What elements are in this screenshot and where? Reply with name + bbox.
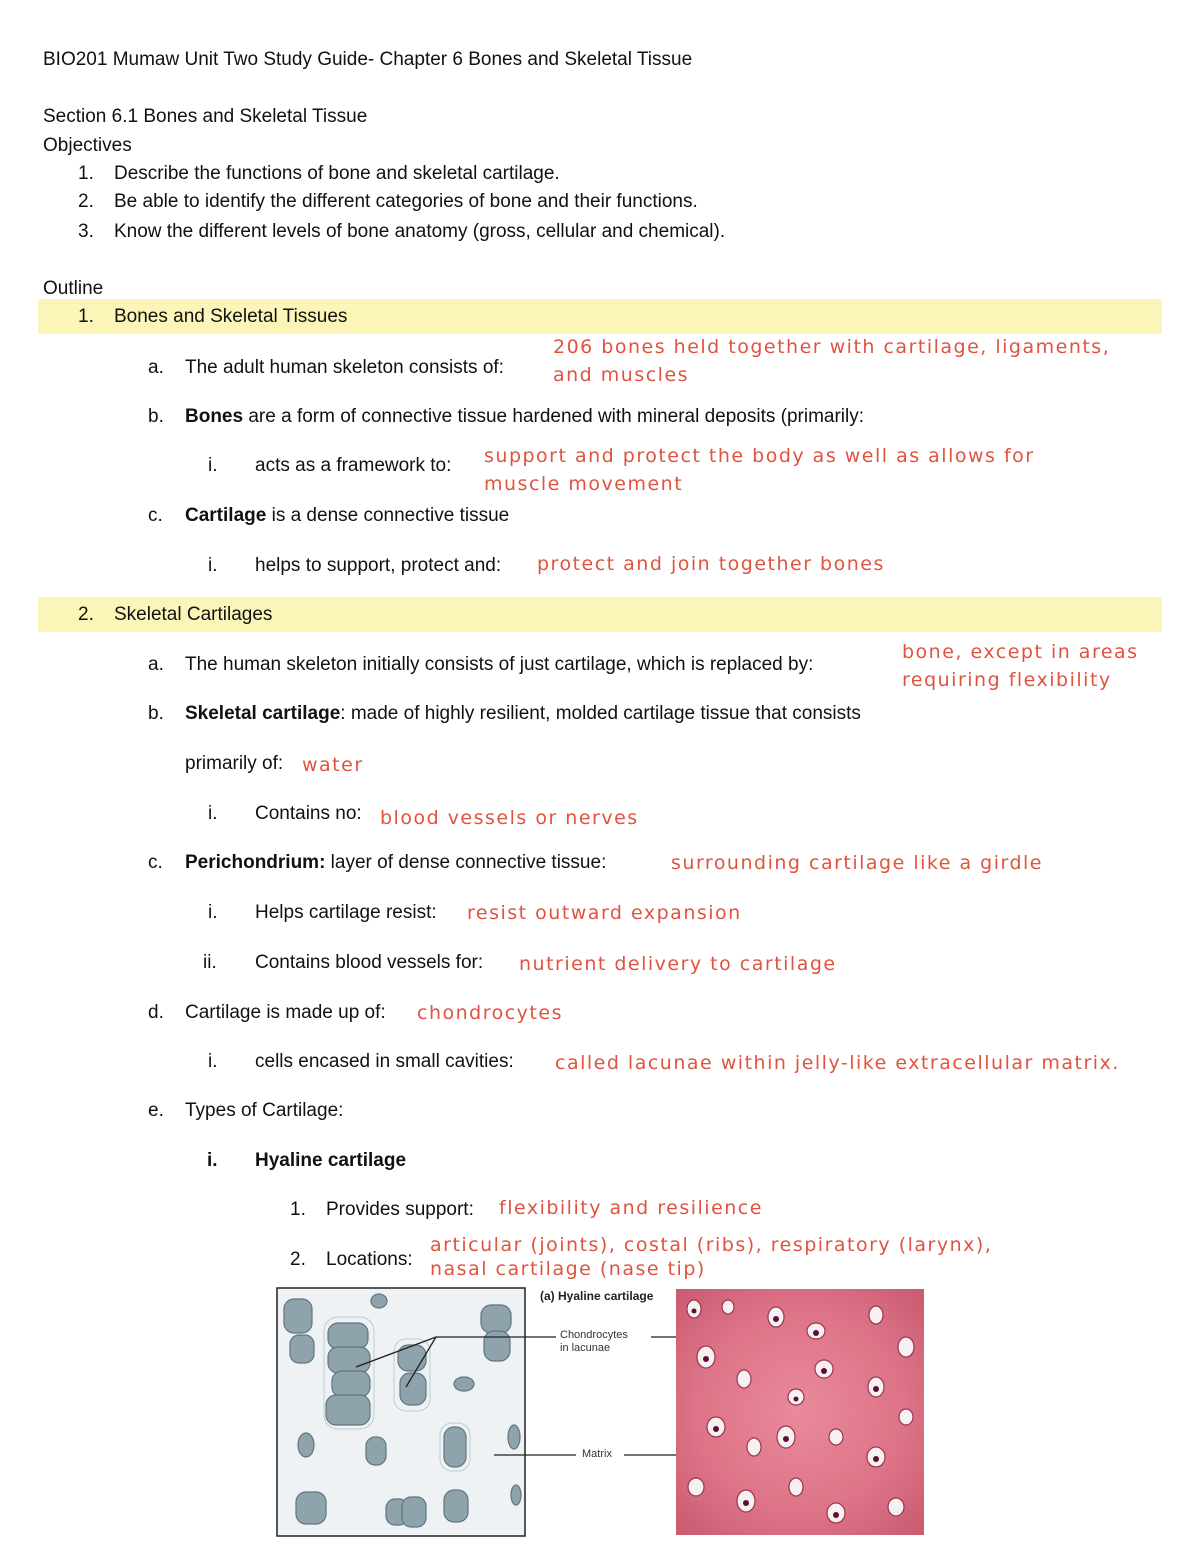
subitem-label: i. bbox=[208, 902, 218, 923]
subitem-text: Helps cartilage resist: bbox=[255, 902, 437, 923]
subitem-text: helps to support, protect and: bbox=[255, 555, 502, 576]
item-text-rest: is a dense connective tissue bbox=[266, 505, 510, 526]
answer-text: nutrient delivery to cartilage bbox=[519, 953, 837, 975]
answer-text: resist outward expansion bbox=[467, 902, 742, 924]
subitem-text: cells encased in small cavities: bbox=[255, 1051, 514, 1072]
answer-text: support and protect the body as well as allows for bbox=[484, 445, 1035, 467]
answer-text: requiring flexibility bbox=[902, 669, 1112, 691]
figure-label-matrix: Matrix bbox=[582, 1448, 612, 1460]
subitem-text: Contains blood vessels for: bbox=[255, 952, 484, 973]
answer-text: protect and join together bones bbox=[537, 553, 885, 575]
item-text: The adult human skeleton consists of: bbox=[185, 357, 504, 378]
objective-number: 3. bbox=[78, 221, 94, 242]
item-label: c. bbox=[148, 505, 163, 526]
outline-part-title: Bones and Skeletal Tissues bbox=[114, 306, 348, 327]
subsubitem-label: 1. bbox=[290, 1199, 306, 1220]
answer-text: 206 bones held together with cartilage, ligaments, bbox=[553, 336, 1111, 358]
hyaline-cartilage-illustration bbox=[276, 1287, 926, 1537]
item-text bbox=[185, 702, 861, 726]
figure-label-line: Chondrocytes bbox=[560, 1329, 628, 1341]
subsubitem-text: Locations: bbox=[326, 1249, 413, 1270]
objective-text: Know the different levels of bone anatomy (gross, cellular and chemical). bbox=[114, 221, 726, 242]
answer-text: nasal cartilage (nase tip) bbox=[430, 1258, 706, 1280]
outline-part-title: Skeletal Cartilages bbox=[114, 604, 273, 625]
objective-number: 1. bbox=[78, 163, 94, 184]
figure-label-line: in lacunae bbox=[560, 1342, 611, 1354]
item-label: b. bbox=[148, 703, 164, 724]
answer-text: surrounding cartilage like a girdle bbox=[671, 852, 1043, 874]
subitem-label: i. bbox=[208, 1051, 218, 1072]
answer-text: flexibility and resilience bbox=[499, 1197, 763, 1219]
bold-term: Bones bbox=[185, 406, 244, 427]
subitem-label: ii. bbox=[203, 952, 217, 973]
subsubitem-text: Provides support: bbox=[326, 1199, 474, 1220]
item-label: d. bbox=[148, 1002, 164, 1023]
answer-text: and muscles bbox=[553, 364, 690, 386]
item-text-continued: primarily of: bbox=[185, 753, 284, 774]
section-title: Section 6.1 Bones and Skeletal Tissue bbox=[43, 106, 368, 127]
answer-text: chondrocytes bbox=[417, 1002, 563, 1024]
item-text: Cartilage is made up of: bbox=[185, 1002, 386, 1023]
item-text-rest: layer of dense connective tissue: bbox=[325, 852, 607, 873]
item-text bbox=[185, 405, 864, 429]
bold-term: Skeletal cartilage bbox=[185, 703, 341, 724]
figure-title: (a) Hyaline cartilage bbox=[540, 1289, 654, 1303]
hyaline-cartilage-figure bbox=[276, 1287, 926, 1537]
objective-text: Be able to identify the different categories of bone and their functions. bbox=[114, 191, 698, 212]
outline-heading: Outline bbox=[43, 278, 104, 299]
item-label: a. bbox=[148, 357, 164, 378]
item-text-rest: are a form of connective tissue hardened with mineral deposits (primarily: bbox=[243, 406, 865, 427]
objectives-heading: Objectives bbox=[43, 135, 132, 156]
answer-text: muscle movement bbox=[484, 473, 684, 495]
answer-text: water bbox=[302, 754, 364, 776]
micrograph-panel bbox=[676, 1289, 924, 1535]
document-title: BIO201 Mumaw Unit Two Study Guide- Chapter 6 Bones and Skeletal Tissue bbox=[43, 49, 693, 70]
bold-term: Cartilage bbox=[185, 505, 267, 526]
item-text bbox=[185, 851, 606, 875]
objective-text: Describe the functions of bone and skeletal cartilage. bbox=[114, 163, 560, 184]
outline-number: 2. bbox=[78, 604, 94, 625]
subitem-title: Hyaline cartilage bbox=[255, 1150, 407, 1171]
item-text-rest: : made of highly resilient, molded cartilage tissue that consists bbox=[340, 703, 861, 724]
item-text bbox=[185, 504, 509, 528]
subsubitem-label: 2. bbox=[290, 1249, 306, 1270]
item-label: c. bbox=[148, 852, 163, 873]
subitem-text: acts as a framework to: bbox=[255, 455, 452, 476]
answer-text: called lacunae within jelly-like extracellular matrix. bbox=[555, 1052, 1120, 1074]
subitem-label: i. bbox=[208, 803, 218, 824]
answer-text: blood vessels or nerves bbox=[380, 807, 639, 829]
objective-number: 2. bbox=[78, 191, 94, 212]
answer-text: articular (joints), costal (ribs), respiratory (larynx), bbox=[430, 1234, 993, 1256]
outline-number: 1. bbox=[78, 306, 94, 327]
subitem-label: i. bbox=[207, 1150, 218, 1171]
item-label: b. bbox=[148, 406, 164, 427]
item-label: e. bbox=[148, 1100, 164, 1121]
answer-text: bone, except in areas bbox=[902, 641, 1139, 663]
figure-label-chondrocytes bbox=[560, 1329, 628, 1355]
item-label: a. bbox=[148, 654, 164, 675]
subitem-text: Contains no: bbox=[255, 803, 362, 824]
item-text: Types of Cartilage: bbox=[185, 1100, 344, 1121]
subitem-label: i. bbox=[208, 555, 218, 576]
subitem-label: i. bbox=[208, 455, 218, 476]
bold-term: Perichondrium: bbox=[185, 852, 326, 873]
item-text: The human skeleton initially consists of just cartilage, which is replaced by: bbox=[185, 654, 814, 675]
